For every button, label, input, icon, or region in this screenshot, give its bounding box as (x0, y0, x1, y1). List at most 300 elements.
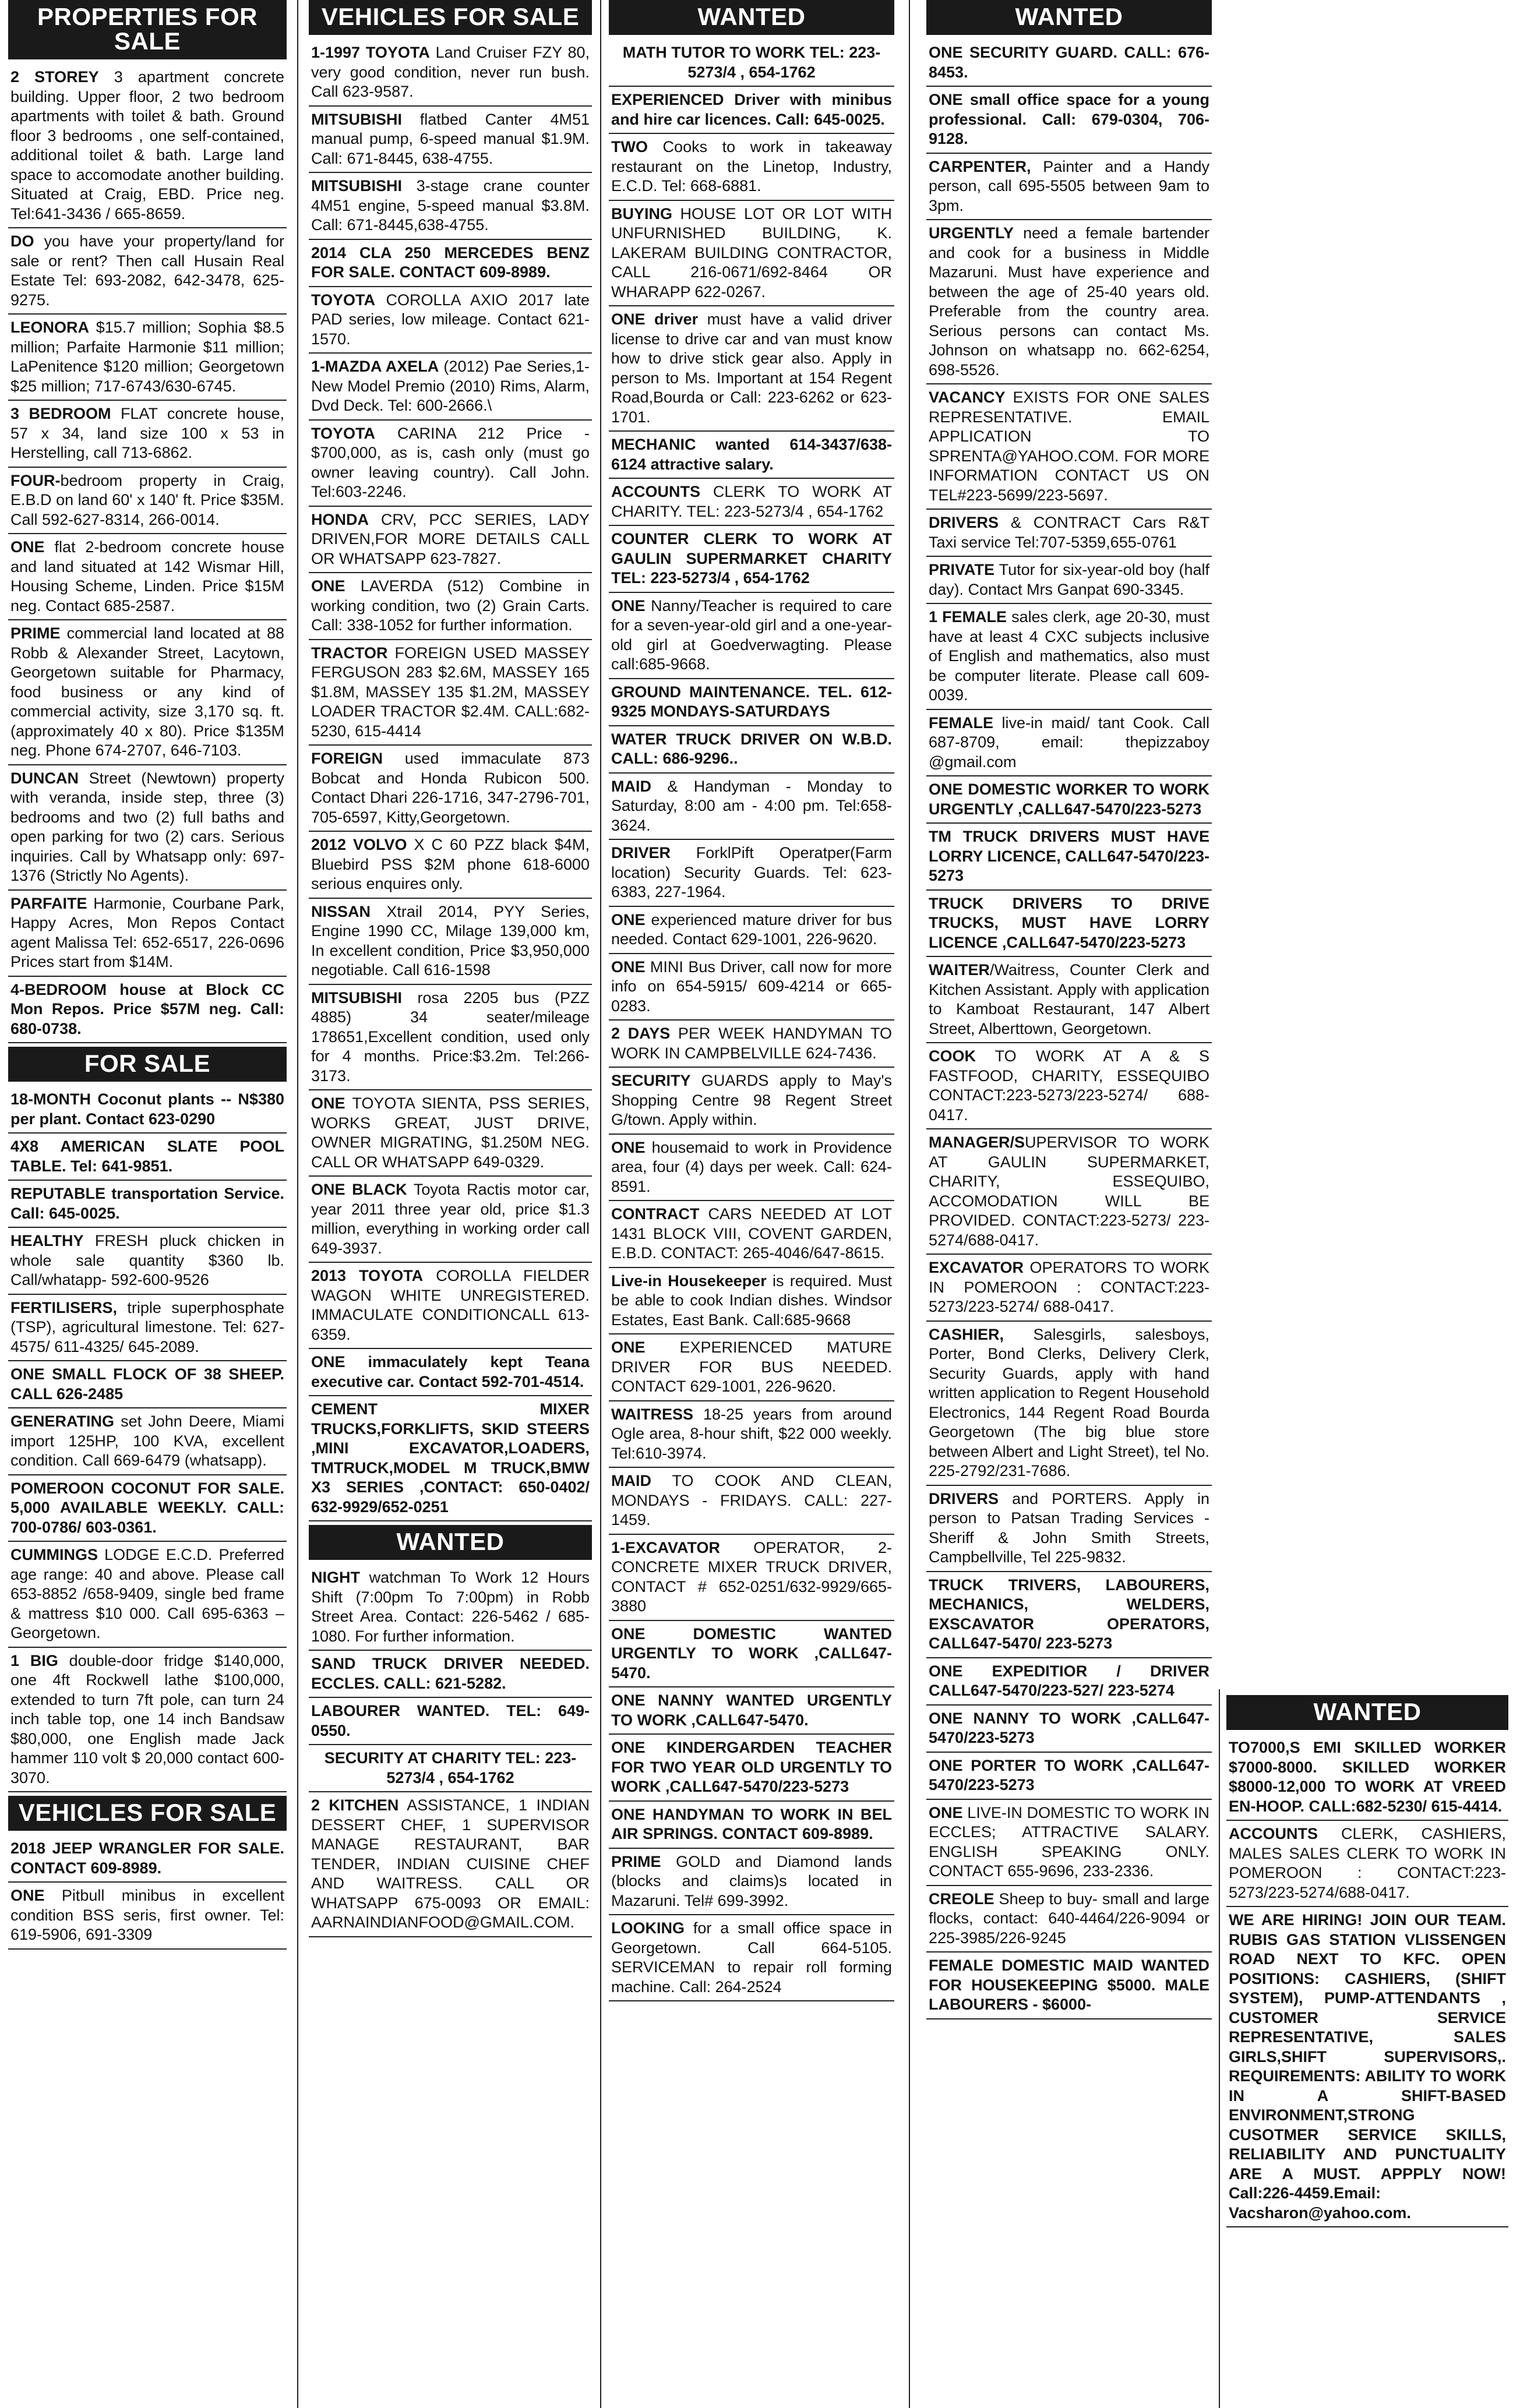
ad-lead: TM TRUCK (929, 828, 1018, 845)
ad-body: Salesgirls, salesboys, Porter, Bond Clerks, Delivery Clerk, Security Guards, apply with hand written application to Regent Household Electronics, 144 Regent Road Bourda Georgetown (The big blue store between Albert and Light Street), tel No. 225-2792/231-7686. (929, 1325, 1209, 1480)
classified-ad (609, 1205, 894, 1268)
ad-body: TRIVERS, LABOURERS, MECHANICS, WELDERS, EXSCAVATOR OPERATORS, CALL647-5470/ 223-5273 (929, 1576, 1209, 1652)
ad-body: transportation Service. Call: 645-0025. (10, 1185, 284, 1222)
ad-body: rosa 2205 bus (PZZ 4885) 34 seater/mileage 178651,Excellent condition, used only for 4 months. Price:$3.2m. Tel:266-3173. (311, 988, 590, 1085)
classified-ad (926, 1756, 1212, 1800)
classified-ad (309, 510, 592, 574)
ad-body: TO WORK ,CALL647-5470/223-5273 (929, 1709, 1209, 1746)
classified-ad (8, 68, 287, 228)
ad-lead: CUMMINGS (10, 1546, 98, 1563)
ad-lead: ACCOUNTS (611, 483, 700, 500)
ad-body: TO WORK IN BEL AIR SPRINGS. CONTACT 609-8989. (611, 1805, 892, 1842)
classified-ad (309, 1266, 592, 1349)
classified-ad (309, 988, 592, 1091)
classified-ad (8, 1231, 287, 1295)
ad-body: OPERATOR, 2- CONCRETE MIXER TRUCK DRIVER, CONTACT # 652-0251/632-9929/665-3880 (611, 1538, 892, 1615)
ad-lead: TRACTOR (311, 644, 388, 662)
classified-ad (926, 90, 1212, 154)
classified-ad (926, 560, 1212, 604)
classified-ad (8, 769, 287, 891)
ad-lead: MAID (611, 1472, 651, 1489)
ad-lead: TRUCK DRIVERS (929, 894, 1082, 912)
classified-ad (926, 1258, 1212, 1322)
ad-lead: ONE (929, 1662, 963, 1680)
ad-body: EXISTS FOR ONE SALES REPRESENTATIVE. EMAIL APPLICATION TO SPRENTA@YAHOO.COM. FOR MORE INFORMATION CONTACT US ON TEL#223-5699/223-5697. (929, 389, 1209, 504)
classified-ad (609, 1471, 894, 1535)
ad-body: FRESH pluck chicken in whole sale quantity $360 lb. Call/whatapp- 592-600-9526 (10, 1232, 284, 1288)
classified-ad (609, 1071, 894, 1135)
ad-lead: GENERATING (10, 1413, 115, 1430)
classified-ad (8, 894, 287, 977)
classified-ad (926, 780, 1212, 824)
ad-body: RUBIS GAS STATION VLISSENGEN ROAD NEXT TO KFC. OPEN POSITIONS: CASHIERS, (SHIFT SYSTEM), PUMP-ATTENDANTS , CUSTOMER SERVICE REPRESENTATIVE, SALES GIRLS,SHIFT SUPERVISORS,. REQUIREMENTS: ABILITY TO WORK IN A SHIFT-BASED ENVIRONMENT,STRONG CUSOTMER SERVICE SKILLS, RELIABILITY AND PUNCTUALITY ARE A MUST. APPPLY NOW! Call:226-4459.Email: Vacsharon@yahoo.com. (1229, 1930, 1506, 2222)
ad-lead: 1-1997 TOYOTA (311, 44, 430, 61)
ad-body: Sheep to buy- small and large flocks, contact: 640-4464/226-9094 or 225-3985/226-9245 (929, 1890, 1209, 1947)
ad-body: AT CHARITY TEL: 223-5273/4 , 654-1762 (386, 1749, 577, 1786)
ad-lead: ONE DOMESTIC (611, 1625, 777, 1643)
ad-body: OPERATORS TO WORK IN POMEROON : CONTACT:223-5273/223-5274/ 688-0417. (929, 1259, 1209, 1315)
classified-ad (8, 1479, 287, 1542)
classified-ad (609, 596, 894, 679)
ad-lead: FEMALE DOMESTIC (929, 1957, 1085, 1974)
classified-ad (926, 1133, 1212, 1255)
ad-body: 3-stage crane counter 4M51 engine, 5-speed manual $3.8M. Call: 671-8445,638-4755. (311, 177, 590, 234)
classified-ad (8, 1365, 287, 1408)
ad-body: TRUCK DRIVER ON W.B.D. CALL: 686-9296.. (611, 730, 892, 767)
ad-lead: VACANCY (929, 389, 1006, 406)
classified-ad (926, 43, 1212, 87)
ad-body: Harmonie, Courbane Park, Happy Acres, Mon Repos Contact agent Malissa Tel: 652-6517, 226-0696 Prices start from $14M. (10, 894, 284, 970)
ad-lead: LABOURER (311, 1702, 400, 1720)
column-4 (926, 0, 1212, 2408)
ad-lead: ONE PORTER (929, 1756, 1036, 1774)
classified-ad (309, 43, 592, 107)
ad-body: LAVERDA (512) Combine in working condition, two (2) Grain Carts. Call: 338-1052 for further information. (311, 577, 590, 634)
ad-lead: POMEROON (10, 1479, 104, 1497)
ad-body: FOREIGN USED MASSEY FERGUSON 283 $2.6M, MASSEY 165 $1.8M, MASSEY 135 $1.2M, MASSEY LOADER TRACTOR $2.4M. CALL:682-5230, 615-4414 (311, 644, 590, 740)
ad-lead: ONE NANNY (929, 1709, 1029, 1727)
ad-body: watchman To Work 12 Hours Shift (7:00pm To 7:00pm) in Robb Street Area. Contact: 226-5462 / 685-1080. For further information. (311, 1569, 590, 1645)
ad-lead: DRIVERS (929, 1489, 999, 1507)
classified-ad (309, 110, 592, 174)
ad-body: /Waitress, Counter Clerk and Kitchen Assistant. Apply with application to Kamboat Restaurant, 147 Albert Street, Alberttown, Georgetown. (929, 961, 1209, 1037)
column-divider (909, 0, 910, 2408)
classified-ad (309, 577, 592, 640)
ad-body: EXPEDITIOR / DRIVER CALL647-5470/223-527/ 223-5274 (929, 1662, 1209, 1699)
ad-body: and PORTERS. Apply in person to Patsan Trading Services - Sheriff & John Smith Streets, Campbellville, Tel 225-9832. (929, 1489, 1209, 1566)
ad-lead: TOYOTA (311, 291, 376, 309)
ad-lead: TWO (611, 138, 648, 156)
column-3 (609, 0, 894, 2408)
classified-ad (8, 1184, 287, 1228)
classified-ad (8, 980, 287, 1044)
ad-lead: EXPERIENCED (611, 91, 724, 108)
ad-body: CRV, PCC SERIES, LADY DRIVEN,FOR MORE DETAILS CALL OR WHATSAPP 623-7827. (311, 510, 590, 567)
ad-body: is required. Must be able to cook Indian dishes. Windsor Estates, East Bank. Call:685-9668 (611, 1272, 893, 1329)
ad-lead: DUNCAN (10, 769, 79, 787)
classified-ad (926, 894, 1212, 958)
ad-lead: COUNTER (611, 530, 689, 548)
ad-body: UPERVISOR TO WORK AT GAULIN SUPERMARKET, CHARITY, ESSEQUIBO, ACCOMODATION WILL BE PROVIDED. CONTACT:223-5273/ 223-5274/688-0417. (929, 1134, 1209, 1249)
classified-ad (926, 1709, 1212, 1753)
ad-lead: CASHIER, (929, 1325, 1004, 1343)
classified-ad (926, 224, 1212, 384)
classified-ad (1226, 1738, 1508, 1821)
ad-lead: ONE (611, 1138, 646, 1156)
classified-ad (609, 777, 894, 841)
classified-ad (309, 1701, 592, 1745)
classified-ad (926, 388, 1212, 510)
ad-body: MIXER TRUCKS,FORKLIFTS, SKID STEERS ,MINI EXCAVATOR,LOADERS, TMTRUCK,MODEL M TRUCK,BMW X3 SERIES ,CONTACT: 650-0402/ 632-9929/652-0251 (311, 1400, 590, 1516)
ad-lead: 2013 TOYOTA (311, 1267, 424, 1284)
classified-ad (8, 232, 287, 315)
ad-body: used immaculate 873 Bobcat and Honda Rubicon 500. Contact Dhari 226-1716, 347-2796-701, 705-6597, Kitty,Georgetown. (311, 750, 590, 826)
ad-lead: 2 STOREY (10, 68, 99, 86)
classified-ad (309, 291, 592, 354)
classified-ad (609, 435, 894, 479)
classified-ad (8, 1886, 287, 1950)
ad-body: COCONUT FOR SALE. 5,000 AVAILABLE WEEKLY. CALL: 700-0786/ 603-0361. (10, 1479, 284, 1536)
classified-ad (609, 1852, 894, 1916)
ad-lead: MITSUBISHI (311, 988, 403, 1007)
classified-ad (8, 1298, 287, 1362)
ad-lead: URGENTLY (929, 224, 1014, 242)
ad-body: CARS NEEDED AT LOT 1431 BLOCK VIII, COVENT GARDEN, E.B.D. CONTACT: 265-4046/647-8615. (611, 1205, 892, 1262)
classified-ad (309, 1749, 592, 1792)
ad-body: Toyota Ractis motor car, year 2011 three year old, price $1.3 million, everything in working order call 649-3937. (311, 1181, 590, 1257)
ad-lead: NIGHT (311, 1569, 360, 1586)
classified-ad (609, 204, 894, 307)
classified-ad (8, 1137, 287, 1181)
ad-lead: TRUCK (929, 1576, 984, 1594)
classified-ad (609, 310, 894, 432)
ad-lead: HONDA (311, 510, 369, 528)
ad-body: MAID WANTED FOR HOUSEKEEPING $5000. MALE LABOURERS - $6000- (929, 1957, 1209, 2013)
ad-lead: ONE (10, 538, 45, 556)
classified-ad (926, 1489, 1212, 1572)
classified-ad (8, 404, 287, 468)
ad-lead: 2014 (311, 243, 347, 262)
classified-ad (1226, 1911, 1508, 2227)
classified-ad (8, 1651, 287, 1793)
ad-body: must have a valid driver license to drive car and van must know how to drive stick gear also. Apply in person to Ms. Important at 154 Regent Road,Bourda or Call: 223-6262 or 623-1701. (611, 310, 892, 426)
ad-body: TO DRIVE TRUCKS, MUST HAVE LORRY LICENCE ,CALL647-5470/223-5273 (929, 894, 1210, 951)
ad-lead: FERTILISERS, (10, 1298, 118, 1316)
classified-ad (926, 1047, 1212, 1129)
ad-lead: ONE (10, 1365, 45, 1383)
ad-body: SECURITY GUARD. CALL: 676-8453. (929, 44, 1209, 81)
ad-lead: CEMENT (311, 1400, 378, 1418)
ad-body: Xtrail 2014, PYY Series, Engine 1990 CC, Milage 139,000 km, In excellent condition, Price $3,950,000 negotiable. Call 616-1598 (311, 902, 590, 979)
section-header: WANTED (926, 0, 1212, 35)
classified-ad (609, 43, 894, 87)
ad-lead: 1 FEMALE (929, 608, 1007, 626)
classified-ad (8, 1412, 287, 1475)
ad-body: COROLLA AXIO 2017 late PAD series, low mileage. Contact 621-1570. (311, 291, 590, 348)
ad-lead: ONE DOMESTIC (929, 781, 1051, 798)
ad-lead: REPUTABLE (10, 1185, 106, 1202)
classified-ad (8, 624, 287, 765)
ad-lead: ONE (611, 910, 646, 928)
ad-lead: WE ARE HIRING! JOIN OUR TEAM. (1229, 1911, 1506, 1929)
ad-lead: MANAGER/S (929, 1134, 1025, 1151)
ad-lead: ACCOUNTS (1229, 1825, 1318, 1842)
section-header: VEHICLES FOR SALE (8, 1796, 287, 1831)
ad-body: TO WORK ,CALL647-5470/223-5273 (929, 1756, 1209, 1793)
ad-lead: DRIVERS (929, 514, 999, 531)
classified-ad (609, 1024, 894, 1068)
ad-body: WANTED URGENTLY TO WORK ,CALL647-5470. (611, 1692, 893, 1729)
ad-lead: GROUND (611, 683, 681, 701)
ad-body: MINI Bus Driver, call now for more info on 654-5915/ 609-4214 or 665-0283. (611, 958, 892, 1015)
classified-ad (609, 910, 894, 954)
ad-lead: BUYING (611, 204, 673, 223)
classified-ad (609, 1805, 894, 1849)
ad-body: FLAT concrete house, 57 x 34, land size 100 x 53 in Herstelling, call 713-6862. (10, 405, 284, 461)
ad-body: double-door fridge $140,000, one 4ft Rockwell lathe $100,000, extended to turn 7ft pole, can turn 24 inch table top, one 14 inch Bandsaw $80,000, one English made Jack hammer 110 volt $ 20,000 contact 600-3070. (10, 1651, 284, 1786)
ad-body: housemaid to work in Providence area, four (4) days per week. Call: 624-8591. (611, 1138, 892, 1195)
ad-body: WANTED. TEL: 649-0550. (311, 1702, 590, 1739)
ad-lead: 1-EXCAVATOR (611, 1538, 721, 1556)
ad-lead: 2018 (10, 1839, 46, 1857)
section-header: WANTED (1226, 1695, 1508, 1730)
classified-ad (309, 1180, 592, 1263)
ad-body: small office space for a young professional. Call: 679-0304, 706-9128. (929, 91, 1209, 147)
column-divider (600, 0, 601, 2408)
ad-lead: ONE BLACK (311, 1181, 407, 1198)
classified-ad (309, 835, 592, 899)
ad-body: CLERK TO WORK AT GAULIN SUPERMARKET CHARITY TEL: 223-5273/4 , 654-1762 (611, 530, 892, 587)
classified-ad (609, 1919, 894, 2001)
ad-lead: 4X8 (10, 1138, 39, 1155)
classified-ad (609, 90, 894, 134)
ad-body: GOLD and Diamond lands (blocks and claims)s located in Mazaruni. Tel# 699-3992. (611, 1852, 892, 1909)
ad-lead: ONE KINDERGARDEN (611, 1739, 795, 1756)
ad-lead: PRIME (611, 1852, 661, 1870)
classified-ad (609, 482, 894, 526)
classified-ad (609, 958, 894, 1021)
classified-ad (926, 608, 1212, 710)
section-header: WANTED (309, 1525, 592, 1560)
ad-lead: SECURITY (611, 1072, 691, 1089)
ad-body: Pitbull minibus in excellent condition BSS seris, first owner. Tel: 619-5906, 691-3309 (10, 1887, 284, 1943)
classified-ad (309, 1353, 592, 1396)
ad-lead: TOYOTA (311, 424, 376, 442)
ad-body: CLERK TO WORK AT CHARITY. TEL: 223-5273/4 , 654-1762 (611, 483, 892, 520)
ad-body: Painter and a Handy person, call 695-5505 between 9am to 3pm. (929, 157, 1209, 214)
section-header: VEHICLES FOR SALE (309, 0, 592, 35)
ad-lead: COOK (929, 1047, 976, 1065)
classified-ad (926, 513, 1212, 557)
ad-body: EXPERIENCED MATURE DRIVER FOR BUS NEEDED. CONTACT 629-1001, 226-9620. (611, 1339, 892, 1395)
classified-ad (309, 176, 592, 240)
ad-body: MAINTENANCE. TEL. 612-9325 MONDAYS-SATURDAYS (611, 683, 892, 720)
classified-ad (8, 471, 287, 535)
classified-ad (926, 1956, 1212, 2019)
ad-lead: DRIVER (611, 844, 671, 861)
ad-lead: ONE (929, 44, 963, 61)
ad-body: PER WEEK HANDYMAN TO WORK IN CAMPBELVILLE 624-7436. (611, 1025, 892, 1062)
ad-lead: ONE (929, 91, 963, 108)
classified-ad (609, 137, 894, 201)
ad-body: TO COOK AND CLEAN, MONDAYS - FRIDAYS. CALL: 227-1459. (611, 1472, 892, 1528)
ad-body: bedroom property in Craig, E.B.D on land 60' x 140' ft. Price $35M. Call 592-627-8314, 266-0014. (10, 471, 284, 528)
ad-lead: FOUR- (10, 471, 61, 489)
ad-lead: PRIVATE (929, 561, 995, 578)
ad-body: triple superphosphate (TSP), agricultural limestone. Tel: 627-4575/ 611-4325/ 645-2089. (10, 1298, 284, 1355)
ad-lead: ONE (311, 1094, 345, 1112)
classified-ad (609, 1338, 894, 1401)
ad-lead: 1-MAZDA AXELA (311, 358, 439, 375)
ad-body: CLA 250 MERCEDES BENZ FOR SALE. CONTACT 609-8989. (311, 243, 590, 281)
ad-body: ASSISTANCE, 1 INDIAN DESSERT CHEF, 1 SUPERVISOR MANAGE RESTAURANT, BAR TENDER, INDIAN CUISINE CHEF AND WAITRESS. CALL OR WHATSAPP 675-0093 OR EMAIL: AARNAINDIANFOOD@GMAIL.COM. (311, 1796, 590, 1931)
classified-ad (8, 318, 287, 401)
ad-lead: 2 DAYS (611, 1025, 671, 1042)
classified-ad (1226, 1824, 1508, 1907)
ad-lead: LOOKING (611, 1919, 685, 1937)
ad-body: set John Deere, Miami import 125HP, 100 KVA, excellent condition. Call 669-6479 (whatsapp). (10, 1413, 284, 1469)
ad-lead: WAITER (929, 961, 990, 979)
ad-body: flatbed Canter 4M51 manual pump, 6-speed manual $1.9M. Call: 671-8445, 638-4755. (311, 110, 590, 167)
ad-lead: 2012 VOLVO (311, 836, 407, 853)
ad-body: Coconut plants -- N$380 per plant. Contact 623-0290 (10, 1090, 284, 1128)
classified-ad (926, 1803, 1212, 1886)
ad-lead: MITSUBISHI (311, 110, 403, 128)
classified-ad (926, 1890, 1212, 1953)
ad-body: sales clerk, age 20-30, must have at least 4 CXC subjects inclusive of English and mathematics, also must be computer literate. Please call 609-0039. (929, 608, 1209, 704)
ad-lead: 2 KITCHEN (311, 1796, 399, 1814)
ad-body: HOUSE LOT OR LOT WITH UNFURNISHED BUILDING, K. LAKERAM BUILDING CONTRACTOR, CALL 216-0671/692-8464 OR WHARAPP 622-0267. (611, 204, 892, 301)
classified-ad (309, 1400, 592, 1521)
ad-body: experienced mature driver for bus needed. Contact 629-1001, 226-9620. (611, 910, 892, 948)
classified-ad (8, 1545, 287, 1648)
column-5 (1226, 1695, 1508, 2408)
ad-lead: ONE NANNY (611, 1692, 714, 1709)
classified-ad (926, 961, 1212, 1043)
classified-ad (609, 1738, 894, 1802)
classified-ad (926, 1662, 1212, 1706)
ad-body: ForklPift Operatper(Farm location) Security Guards. Tel: 623-6383, 227-1964. (611, 844, 892, 901)
classified-ad (309, 749, 592, 832)
ad-body: need a female bartender and cook for a business in Middle Mazaruni. Must have experience and between the age of 25-40 years old. Preferable from the country area. Serious persons can contact Ms. Johnson on whatsapp no. 662-6254, 698-5526. (929, 224, 1209, 379)
ad-body: TUTOR TO WORK TEL: 223-5273/4 , 654-1762 (666, 44, 881, 81)
ad-body: Nanny/Teacher is required to care for a seven-year-old girl and a one-year-old girl at Goedverwagting. Please call:685-9668. (611, 596, 892, 673)
section-header: WANTED (609, 0, 894, 35)
ad-lead: MATH (622, 44, 667, 61)
classified-ad (609, 1138, 894, 1202)
ad-lead: ONE HANDYMAN (611, 1805, 745, 1823)
classified-ad (309, 1094, 592, 1177)
ad-body: (2012) Pae Series,1- New Model Premio (2010) Rims, Alarm, Dvd Deck. Tel: 600-2666.\ (311, 358, 590, 414)
ad-body: & CONTRACT Cars R&T Taxi service Tel:707-5359,655-0761 (929, 514, 1209, 551)
ad-lead: 1 BIG (10, 1651, 58, 1669)
classified-ad (609, 1405, 894, 1468)
ad-body: Tutor for six-year-old boy (half day). Contact Mrs Ganpat 690-3345. (929, 561, 1209, 598)
classified-ad (926, 1325, 1212, 1486)
classified-ad (609, 730, 894, 774)
ad-lead: ONE (10, 1887, 45, 1904)
ad-body: 18-25 years from around Ogle area, 8-hour shift, $22 000 weekly. Tel:610-3974. (611, 1405, 892, 1462)
ad-lead: SAND (311, 1655, 356, 1672)
classified-ad (926, 714, 1212, 777)
classified-ad (609, 1272, 894, 1335)
ad-lead: SECURITY (324, 1749, 404, 1767)
ad-lead: WATER (611, 730, 667, 748)
column-divider (297, 0, 298, 2408)
ad-body: X C 60 PZZ black $4M, Bluebird PSS $2M phone 618-6000 serious enquires only. (311, 836, 590, 892)
ad-lead: MITSUBISHI (311, 177, 403, 195)
ad-body: SMALL FLOCK OF 38 SHEEP. CALL 626-2485 (10, 1365, 284, 1403)
classified-ad (309, 357, 592, 421)
ad-lead: PRIME (10, 624, 61, 642)
ad-body: Land Cruiser FZY 80, very good condition, never run bush. Call 623-9587. (311, 44, 590, 100)
classified-ad (309, 424, 592, 507)
ad-body: flat 2-bedroom concrete house and land situated at 142 Wismar Hill, Housing Scheme, Linden. Price $15M neg. Contact 685-2587. (10, 538, 284, 615)
ad-body: GUARDS apply to May's Shopping Centre 98 Regent Street G/town. Apply within. (611, 1072, 892, 1128)
ad-body: CARINA 212 Price - $700,000, as is, cash only (must go owner leaving country). Call John. Tel:603-2246. (311, 424, 590, 500)
classified-ad (609, 1625, 894, 1688)
ad-body: Street (Newtown) property with veranda, inside step, three (3) bedrooms and two (2) full baths and open parking for two (2) cars. Serious inquiries. Call by Whatsapp only: 697-1376 (Strictly No Agents). (10, 769, 284, 884)
ad-lead: DO (10, 232, 34, 250)
classified-ad (309, 902, 592, 985)
ad-body: EMI SKILLED WORKER $7000-8000. SKILLED WORKER $8000-12,000 TO WORK AT VREED EN-HOOP. CALL:682-5230/ 615-4414. (1229, 1739, 1506, 1815)
classified-ad (309, 1796, 592, 1937)
ad-lead: CREOLE (929, 1890, 994, 1908)
ad-body: DRIVERS MUST HAVE LORRY LICENCE, CALL647-5470/223-5273 (929, 828, 1209, 884)
ad-body: & Handyman - Monday to Saturday, 8:00 am - 4:00 pm. Tel:658-3624. (611, 777, 892, 834)
ad-lead: LEONORA (10, 319, 89, 336)
ad-lead: WAITRESS (611, 1405, 694, 1423)
section-header: PROPERTIES FOR SALE (8, 0, 287, 59)
ad-body: LIVE-IN DOMESTIC TO WORK IN ECCLES; ATTRACTIVE SALARY. ENGLISH SPEAKING ONLY. CONTACT 655-9696, 233-2336. (929, 1803, 1209, 1880)
ad-body: CLERK, CASHIERS, MALES SALES CLERK TO WORK IN POMEROON : CONTACT:223-5273/223-5274/688-0417. (1229, 1825, 1506, 1901)
ad-lead: FOREIGN (311, 750, 383, 767)
ad-body: house at Block CC Mon Repos. Price $57M neg. Call: 680-0738. (10, 980, 284, 1037)
ad-body: TRUCK DRIVER NEEDED. ECCLES. CALL: 621-5282. (311, 1655, 590, 1692)
ad-lead: ONE (929, 1803, 963, 1821)
ad-body: AMERICAN SLATE POOL TABLE. Tel: 641-9851. (10, 1138, 284, 1175)
classified-ad (926, 157, 1212, 221)
classified-ad (609, 1538, 894, 1621)
ad-body: JEEP WRANGLER FOR SALE. CONTACT 609-8989. (10, 1839, 284, 1877)
ad-body: TOYOTA SIENTA, PSS SERIES, WORKS GREAT, JUST DRIVE, OWNER MIGRATING, $1.250M NEG. CALL OR WHATSAPP 649-0329. (311, 1094, 590, 1171)
ad-lead: ONE (311, 1353, 345, 1371)
ad-body: for a small office space in Georgetown. Call 664-5105. SERVICEMAN to repair roll forming machine. Call: 264-2524 (611, 1919, 892, 1996)
ad-lead: FEMALE (929, 714, 993, 732)
ad-lead: ONE driver (611, 310, 699, 328)
ad-lead: Live-in Housekeeper (611, 1272, 767, 1290)
classified-ad (8, 1839, 287, 1883)
ad-body: TO WORK AT A & S FASTFOOD, CHARITY, ESSEQUIBO CONTACT:223-5273/223-5274/ 688-0417. (929, 1047, 1209, 1124)
ad-body: immaculately kept Teana executive car. Contact 592-701-4514. (311, 1353, 590, 1390)
classified-ad (609, 1691, 894, 1735)
ad-body: TEACHER FOR TWO YEAR OLD URGENTLY TO WORK ,CALL647-5470/223-5273 (611, 1739, 892, 1795)
column-2 (309, 0, 592, 2408)
ad-body: you have your property/land for sale or rent? Then call Husain Real Estate Tel: 693-2082, 642-3478, 625-9275. (10, 232, 284, 309)
ad-lead: MAID (611, 777, 651, 795)
column-divider (1219, 1689, 1220, 2408)
ad-body: LODGE E.C.D. Preferred age range: 40 and above. Please call 653-8852 /658-9409, single bed frame & mattress $10 000. Call 695-6363 – Georgetown. (10, 1546, 284, 1641)
ad-lead: ONE (311, 577, 345, 595)
ad-lead: ONE (611, 596, 646, 615)
ad-lead: EXCAVATOR (929, 1259, 1024, 1276)
ad-lead: CARPENTER, (929, 157, 1031, 175)
classified-ad (309, 644, 592, 746)
classified-ad (309, 1568, 592, 1651)
section-header: FOR SALE (8, 1047, 287, 1082)
ad-body: commercial land located at 88 Robb & Alexander Street, Lacytown, Georgetown suitable for Pharmacy, food business or any kind of commercial activity, size 3,170 sq. ft. (approximately 40 x 80). Price $135M neg. Phone 674-2707, 646-7103. (10, 624, 284, 759)
ad-body: COROLLA FIELDER WAGON WHITE UNREGISTERED. IMMACULATE CONDITIONCALL 613-6359. (311, 1267, 590, 1343)
